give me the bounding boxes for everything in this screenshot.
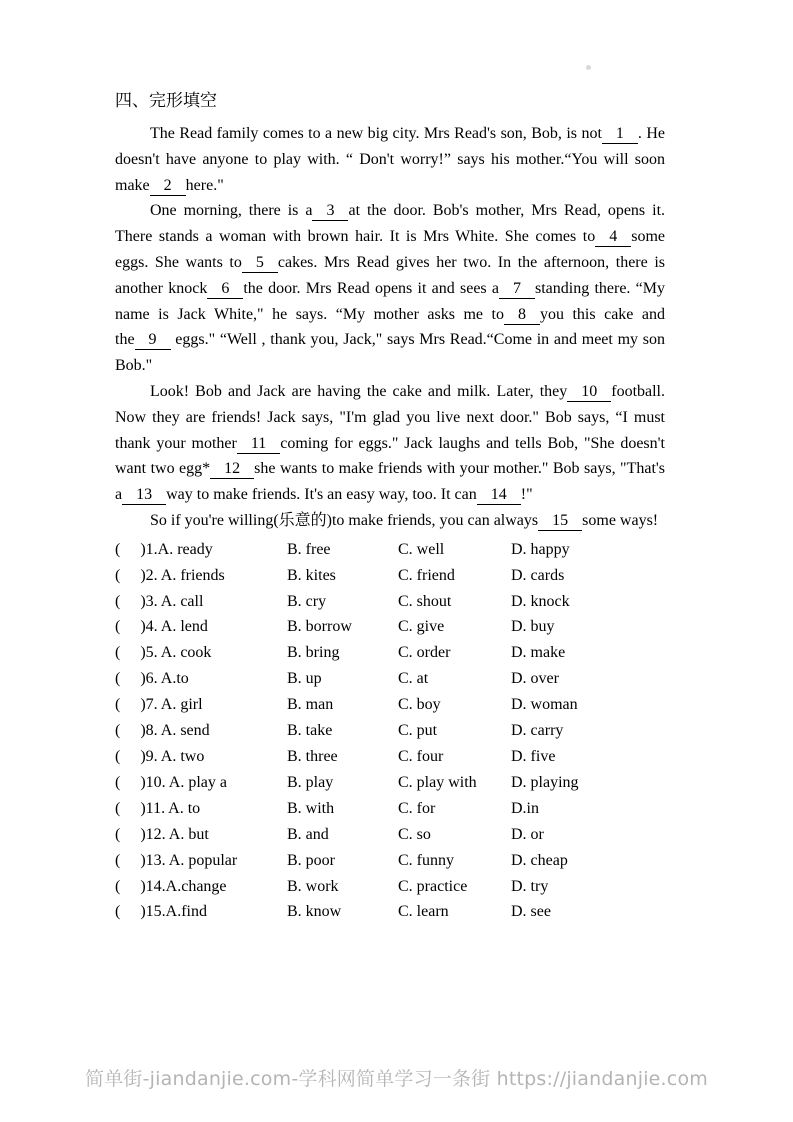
option-row [115, 666, 665, 692]
option-row [115, 640, 665, 666]
worksheet-content [115, 90, 665, 925]
blank-15: 15 [538, 512, 582, 531]
option-row [115, 822, 665, 848]
option-row [115, 563, 665, 589]
option-d: D. buy [511, 618, 555, 636]
footer-watermark: 简单街-jiandanjie.com-学科网简单学习一条街 https://jiandanjie.com [85, 1068, 708, 1090]
option-d: D. five [511, 748, 556, 765]
blank-12: 12 [210, 460, 254, 479]
option-left: ( )12. A. but [115, 825, 209, 843]
option-left: ( )13. A. popular [115, 851, 238, 869]
option-row [115, 589, 665, 615]
option-b: B. poor [287, 851, 335, 869]
watermark-dot [586, 65, 591, 70]
option-d: D. woman [511, 696, 578, 714]
option-c: C. learn [398, 903, 449, 921]
passage-paragraph: One morning, there is a 3 at the door. Bob's mother, Mrs Read, opens it. There stands a woman with brown hair. It is Mrs White. She comes to 4 some eggs. She wants to 5 cakes. Mrs Read gives her two. In the afternoon, there is another knock 6 the door. Mrs Read opens it and sees a 7 standing there. “My name is Jack White," he says. “My mother asks me to 8 you this cake and the 9 eggs." “Well , thank you, Jack," says Mrs Read.“Come in and meet my son Bob." [115, 202, 666, 375]
option-row [115, 848, 665, 874]
option-left: ( )3. A. call [115, 592, 204, 610]
option-left: ( )4. A. lend [115, 618, 208, 636]
option-b: B. bring [287, 644, 340, 662]
option-c: C. funny [398, 851, 454, 869]
option-row [115, 796, 665, 822]
option-b: B. three [287, 748, 338, 765]
option-d: D. cards [511, 566, 565, 584]
option-row [115, 718, 665, 744]
options-list [115, 537, 665, 926]
blank-7: 7 [499, 280, 535, 299]
option-c: C. practice [398, 877, 468, 895]
option-left: ( )9. A. two [115, 748, 205, 765]
option-row [115, 770, 665, 796]
option-c: C. four [398, 748, 444, 765]
section-heading: 四、完形填空 [115, 91, 217, 110]
option-c: C. friend [398, 566, 455, 584]
option-left: ( )15.A.find [115, 903, 207, 921]
option-d: D. see [511, 903, 551, 921]
option-row [115, 614, 665, 640]
option-row [115, 537, 665, 563]
option-c: C. so [398, 825, 431, 843]
option-b: B. take [287, 722, 333, 740]
option-c: C. well [398, 540, 445, 558]
option-b: B. kites [287, 566, 336, 584]
blank-6: 6 [207, 280, 243, 299]
option-c: C. shout [398, 592, 452, 610]
blank-4: 4 [595, 228, 631, 247]
blank-10: 10 [567, 383, 611, 402]
option-b: B. with [287, 799, 335, 817]
passage-paragraph: Look! Bob and Jack are having the cake and milk. Later, they 10 football. Now they are friends! Jack says, "I'm glad you live next door." Bob says, “I must thank your mother 11 coming for eggs." Jack laughs and tells Bob, "She doesn't want two egg* 12 she wants to make friends with your mother." Bob says, "That's a 13 way to make friends. It's an easy way, too. It can 14 !" [115, 382, 666, 504]
blank-14: 14 [477, 486, 521, 505]
option-row [115, 744, 665, 770]
blank-5: 5 [242, 254, 278, 273]
option-c: C. for [398, 799, 436, 817]
option-row [115, 874, 665, 900]
option-d: D. carry [511, 722, 564, 740]
option-c: C. at [398, 670, 429, 688]
blank-11: 11 [237, 435, 280, 454]
blank-9: 9 [135, 331, 171, 350]
blank-1: 1 [602, 125, 638, 144]
blank-2: 2 [150, 177, 186, 196]
blank-3: 3 [312, 202, 348, 221]
option-d: D. or [511, 825, 544, 843]
option-b: B. know [287, 903, 342, 921]
option-b: B. play [287, 773, 334, 791]
option-c: C. boy [398, 696, 441, 714]
option-row [115, 899, 665, 925]
option-b: B. free [287, 540, 331, 558]
option-row [115, 692, 665, 718]
option-left: ( )8. A. send [115, 722, 210, 740]
option-left: ( )2. A. friends [115, 566, 225, 584]
option-b: B. borrow [287, 618, 352, 636]
option-d: D.in [511, 799, 539, 817]
option-d: D. try [511, 877, 549, 895]
option-b: B. and [287, 825, 329, 843]
option-left: ( )6. A.to [115, 670, 189, 688]
option-d: D. cheap [511, 851, 568, 869]
option-left: ( )10. A. play a [115, 773, 227, 791]
option-b: B. work [287, 877, 339, 895]
option-left: ( )11. A. to [115, 799, 201, 817]
passage-paragraph: So if you're willing(乐意的)to make friends, you can always 15 some ways! [150, 511, 659, 529]
option-c: C. order [398, 644, 451, 662]
option-d: D. over [511, 670, 559, 688]
option-d: D. knock [511, 592, 570, 610]
option-d: D. happy [511, 540, 570, 558]
option-left: ( )7. A. girl [115, 696, 203, 714]
option-left: ( )1.A. ready [115, 540, 213, 558]
option-c: C. give [398, 618, 445, 636]
option-b: B. cry [287, 592, 327, 610]
cloze-passage [115, 121, 665, 534]
option-c: C. put [398, 722, 438, 740]
passage-paragraph: The Read family comes to a new big city. Mrs Read's son, Bob, is not 1 . He doesn't have anyone to play with. “ Don't worry!” says his mother.“You will soon make 2 here." [115, 125, 665, 194]
option-b: B. man [287, 696, 334, 714]
blank-8: 8 [504, 306, 540, 325]
option-left: ( )5. A. cook [115, 644, 212, 662]
blank-13: 13 [122, 486, 166, 505]
option-d: D. playing [511, 773, 579, 791]
option-c: C. play with [398, 773, 477, 791]
option-d: D. make [511, 644, 566, 662]
option-left: ( )14.A.change [115, 877, 227, 895]
option-b: B. up [287, 670, 322, 688]
